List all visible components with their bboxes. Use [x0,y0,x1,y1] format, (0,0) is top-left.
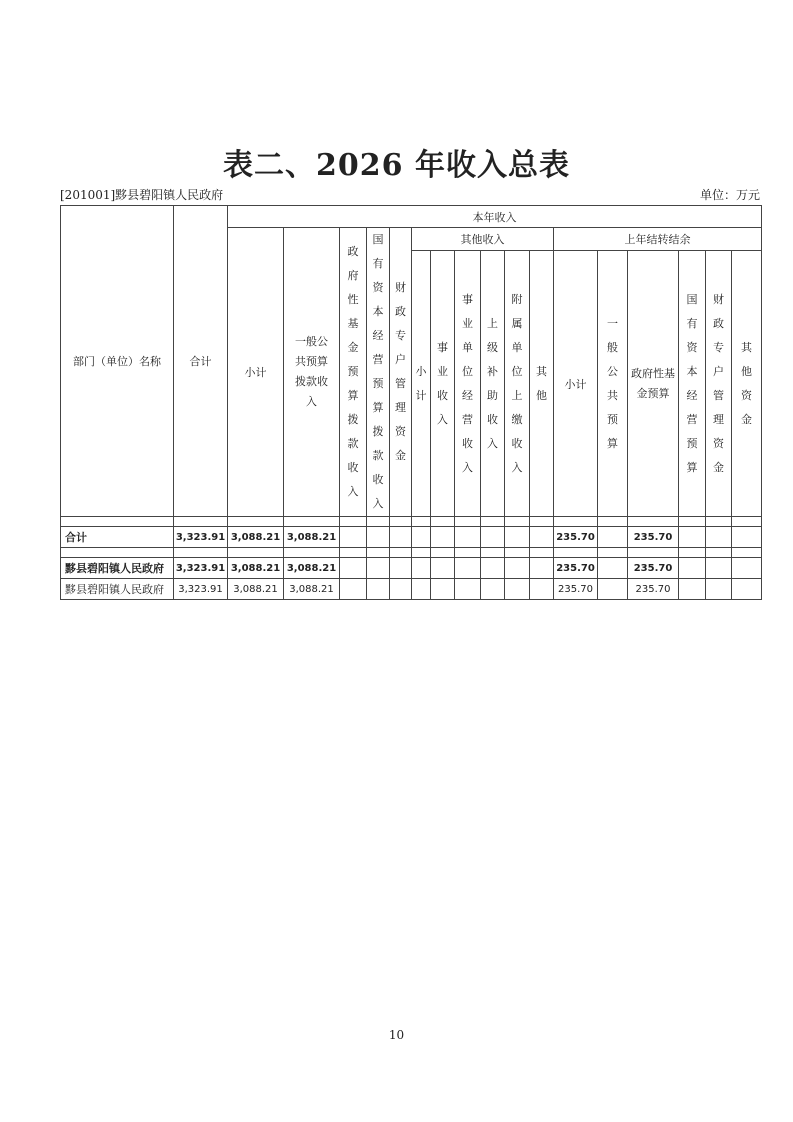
spacer-row [61,517,762,527]
row-carry-subtotal: 235.70 [554,579,598,600]
table-row [61,558,762,579]
row-subtotal: 3,088.21 [228,579,284,600]
row-total: 3,323.91 [174,558,228,579]
table-row [61,579,762,600]
table-row [61,527,762,548]
row-name: 黟县碧阳镇人民政府 [61,558,174,579]
header-fiscal-special: 财政专户管理资金 [390,228,412,517]
header-carryover: 上年结转结余 [554,228,762,251]
header-carry-gov-fund: 政府性基金预算 [628,251,679,517]
row-general-budget: 3,088.21 [284,558,340,579]
row-total: 3,323.91 [174,527,228,548]
unit-label: 单位：万元 [699,188,760,202]
org-label: [201001]黟县碧阳镇人民政府 [60,188,224,202]
row-name: 黟县碧阳镇人民政府 [61,579,174,600]
header-gov-fund: 政府性基金预算拨款收入 [340,228,367,517]
row-general-budget: 3,088.21 [284,579,340,600]
header-other-income: 其他收入 [412,228,554,251]
header-dept-name: 部门（单位）名称 [61,206,174,517]
row-name: 合计 [61,527,174,548]
row-subtotal: 3,088.21 [228,558,284,579]
spacer-row [61,548,762,558]
row-carry-gov-fund: 235.70 [628,527,679,548]
header-carry-subtotal: 小计 [554,251,598,517]
header-affiliated-turnover: 附属单位上缴收入 [505,251,530,517]
row-subtotal: 3,088.21 [228,527,284,548]
row-carry-gov-fund: 235.70 [628,579,679,600]
header-general-budget: 一般公共预算拨款收入 [284,228,340,517]
header-subtotal: 小计 [228,228,284,517]
header-other-subtotal: 小计 [412,251,431,517]
page-title: 表二、2026 年收入总表 [223,148,570,183]
row-carry-subtotal: 235.70 [554,558,598,579]
row-carry-gov-fund: 235.70 [628,558,679,579]
header-business-income: 事业收入 [431,251,455,517]
row-carry-subtotal: 235.70 [554,527,598,548]
page-number: 10 [388,1028,405,1042]
header-carry-other: 其他资金 [732,251,762,517]
header-state-capital: 国有资本经营预算拨款收入 [367,228,390,517]
header-unit-operating: 事业单位经营收入 [455,251,481,517]
table-meta [60,186,760,204]
header-current-year-income: 本年收入 [228,206,762,228]
header-superior-subsidy: 上级补助收入 [481,251,505,517]
header-carry-fiscal-special: 财政专户管理资金 [706,251,732,517]
row-general-budget: 3,088.21 [284,527,340,548]
header-other: 其他 [530,251,554,517]
header-carry-general: 一般公共预算 [598,251,628,517]
income-summary-table [60,205,762,600]
header-carry-state-capital: 国有资本经营预算 [679,251,706,517]
header-total: 合计 [174,206,228,517]
row-total: 3,323.91 [174,579,228,600]
